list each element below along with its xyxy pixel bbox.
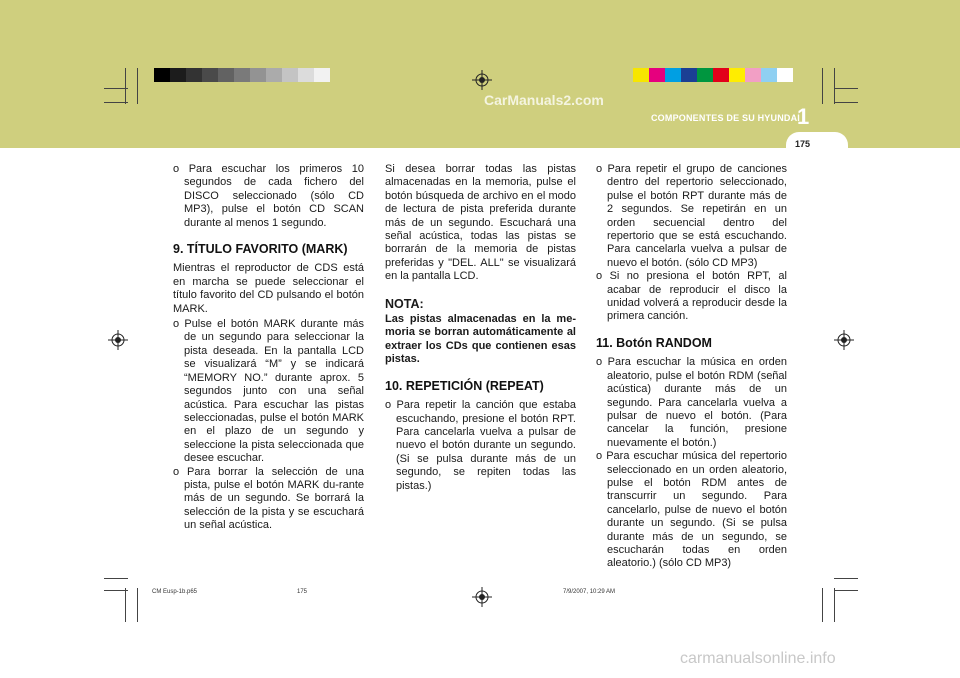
crop-mark	[834, 102, 858, 103]
bullet-paragraph: o Para escuchar los primeros 10 segundos de cada fichero del DISCO seleccionado (sólo CD MP3), pulse el botón CD SCAN durante al menos 1 segundo.	[173, 163, 364, 229]
color-swatch	[745, 68, 761, 82]
crop-mark	[104, 578, 128, 579]
color-swatch	[282, 68, 298, 82]
page-number: 175	[795, 139, 811, 149]
color-swatch	[777, 68, 793, 82]
crop-mark	[104, 88, 128, 89]
registration-mark-icon	[834, 330, 854, 350]
crop-mark	[137, 588, 138, 622]
crop-mark	[834, 588, 835, 622]
color-swatch	[729, 68, 745, 82]
chapter-number: 1	[797, 104, 810, 129]
color-swatch	[314, 68, 330, 82]
color-swatch	[154, 68, 170, 82]
registration-mark-icon	[472, 587, 492, 607]
crop-mark	[822, 68, 823, 104]
chapter-label: COMPONENTES DE SU HYUNDAI	[650, 113, 800, 123]
crop-mark	[834, 88, 858, 89]
registration-mark-icon	[472, 70, 492, 90]
paragraph: Si desea borrar todas las pistas almacenadas en la memoria, pulse el botón búsqueda de archivo en el modo de lectura de pista preferida durante más de un segundo. Escuchará una señal acústica, todas las pistas se borrarán de la memoria de pistas preferidas y "DEL. ALL" se visualizará en la pantalla LCD.	[385, 163, 576, 283]
crop-mark	[834, 68, 835, 104]
note-body: Las pistas almacenadas en la me-moria se borran automáticamente al extraer los CDs que contienen esas pistas.	[385, 313, 576, 366]
bullet-paragraph: o Para repetir la canción que estaba escuchando, presione el botón RPT. Para cancelarla vuelva a pulsar de nuevo el botón durante un segundo. (Si se pulsa durante más de un segundo, se repiten todas las pistas.)	[385, 399, 576, 492]
crop-mark	[834, 590, 858, 591]
footer-site-watermark: carmanualsonline.info	[680, 650, 836, 667]
footer-filename: CM Eusp-1b.p65	[152, 589, 198, 595]
color-swatch	[298, 68, 314, 82]
note-title: NOTA:	[385, 296, 424, 311]
bullet-paragraph: o Para escuchar la música en orden aleatorio, pulse el botón RDM (señal acústica) durante más de un segundo. Para cancelarla vuelva a pulsar de nuevo el botón. (Para cancelar la función, presione nuevamente el botón.)	[596, 356, 787, 449]
bullet-paragraph: o Para borrar la selección de una pista, pulse el botón MARK du-rante más de un segundo. Se borrará la selección de la pista y se escuchará un señal acústica.	[173, 465, 364, 532]
paragraph: Mientras el reproductor de CDS está en marcha se puede seleccionar el título favorito del CD pulsando el botón MARK.	[173, 262, 364, 315]
gray-swatch-strip	[154, 68, 330, 82]
color-swatch	[633, 68, 649, 82]
text-column-2	[385, 163, 576, 493]
color-swatch	[761, 68, 777, 82]
color-swatch	[697, 68, 713, 82]
color-swatch-strip	[633, 68, 793, 82]
footer-date: 7/9/2007, 10:29 AM	[563, 589, 616, 595]
color-swatch	[649, 68, 665, 82]
bullet-paragraph: o Pulse el botón MARK durante más de un segundo para seleccionar la pista deseada. En la pantalla LCD se visualizará “M” y se indicará “MEMORY NO.” durante aprox. 5 segundos junto con una señal acústica. Para escuchar las pistas seleccionadas, pulse el botón MARK en el plazo de un segundo y seleccione la pista seleccionada que desee escuchar.	[173, 318, 364, 465]
crop-mark	[137, 68, 138, 104]
color-swatch	[234, 68, 250, 82]
color-swatch	[713, 68, 729, 82]
color-swatch	[250, 68, 266, 82]
color-swatch	[266, 68, 282, 82]
color-swatch	[218, 68, 234, 82]
crop-mark	[104, 102, 128, 103]
section-heading: 9. TÍTULO FAVORITO (MARK)	[173, 242, 348, 257]
crop-mark	[125, 68, 126, 104]
registration-mark-icon	[108, 330, 128, 350]
footer-page: 175	[297, 589, 308, 595]
bullet-paragraph: o Para escuchar música del repertorio seleccionado en un orden aleatorio, pulse el botón RDM antes de transcurrir un segundo. Para cancelarlo, pulse de nuevo el botón durante un segundo. (Si se pulsa durante más de un segundo, se escucharán todas en orden aleatorio.) (sólo CD MP3)	[596, 450, 787, 570]
section-heading: 10. REPETICIÓN (REPEAT)	[385, 378, 544, 393]
crop-mark	[834, 578, 858, 579]
bullet-paragraph: o Si no presiona el botón RPT, al acabar de reproducir el disco la unidad volverá a reproducir desde la primera canción.	[596, 270, 787, 323]
bullet-paragraph: o Para repetir el grupo de canciones dentro del repertorio seleccionado, pulse el botón RPT durante más de 2 segundos. Se repetirán en un orden secuencial dentro del repertorio que se está escuchando. Para cancelarla vuelva a pulsar de nuevo el botón. (sólo CD MP3)	[596, 163, 787, 269]
color-swatch	[665, 68, 681, 82]
text-column-1	[173, 163, 364, 533]
color-swatch	[202, 68, 218, 82]
crop-mark	[104, 590, 128, 591]
color-swatch	[170, 68, 186, 82]
color-swatch	[186, 68, 202, 82]
crop-mark	[125, 588, 126, 622]
watermark: CarManuals2.com	[484, 92, 604, 108]
color-swatch	[681, 68, 697, 82]
section-heading: 11. Botón RANDOM	[596, 335, 712, 350]
text-column-3	[596, 163, 787, 571]
crop-mark	[822, 588, 823, 622]
